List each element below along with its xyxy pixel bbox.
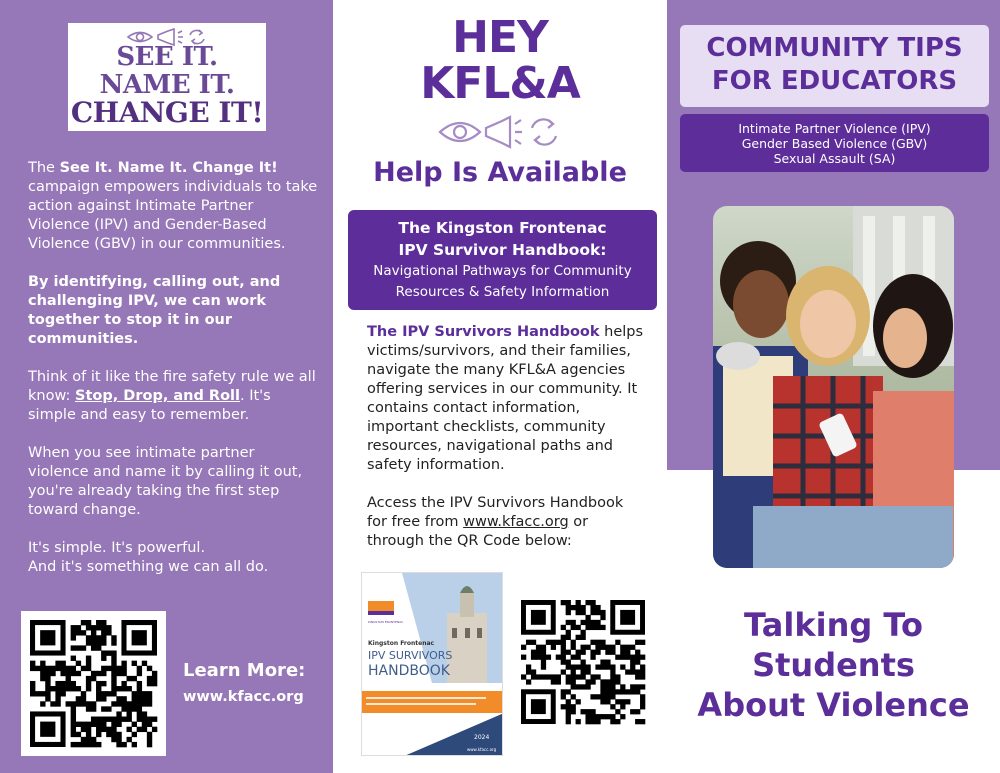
learn-more-label: Learn More: (183, 660, 306, 681)
logo-line-1: SEE IT. (116, 42, 218, 72)
intro-paragraph: The See It. Name It. Change It! campaign empowers individuals to take action against Intimate Partner Violence (IPV) and Gender-Based Violence (GBV) in our communities. (28, 160, 318, 252)
campaign-logo (68, 23, 266, 131)
handbook-body-paragraph: The IPV Survivors Handbook helps victims/survivors, and their families, navigate the many KFL&A agencies offering services in our community. It contains contact information, important checklists, community resources, navigational paths and safety information. (367, 324, 644, 473)
headphones-icon (716, 342, 760, 370)
campaign-icons (438, 112, 563, 152)
svg-text:KINGSTON FRONTENAC: KINGSTON FRONTENAC (368, 620, 404, 624)
svg-text:IPV SURVIVORS: IPV SURVIVORS (368, 649, 453, 662)
middle-panel (333, 0, 667, 773)
kfacc-link[interactable]: www.kfacc.org (463, 514, 569, 530)
campaign-description (28, 159, 318, 596)
megaphone-icon (486, 117, 522, 147)
ipv-item: Intimate Partner Violence (IPV) (738, 121, 931, 136)
first-step-paragraph: When you see intimate partner violence and name it by calling it out, you're already taking the first step toward change. (28, 445, 303, 518)
learn-more-url[interactable]: www.kfacc.org (183, 689, 304, 705)
logo-wordmark (68, 43, 266, 127)
stop-drop-roll-link: Stop, Drop, and Roll (75, 388, 240, 404)
talking-to-students-heading: Talking To Students About Violence (697, 606, 970, 724)
svg-text:2024: 2024 (474, 734, 490, 741)
svg-text:www.kfacc.org: www.kfacc.org (467, 747, 497, 752)
fire-safety-paragraph: Think of it like the fire safety rule we all know: Stop, Drop, and Roll. It's simple and easy to remember. (28, 369, 316, 423)
eye-icon (128, 33, 152, 42)
gbv-item: Gender Based Violence (GBV) (741, 136, 928, 151)
handbook-subtitle-line-1: Navigational Pathways for Community (373, 263, 632, 279)
community-tips-title: COMMUNITY TIPS FOR EDUCATORS (680, 25, 989, 107)
eye-icon (440, 123, 480, 141)
help-available-heading: Help Is Available (373, 157, 627, 188)
right-panel (667, 0, 1000, 773)
handbook-title-box (348, 210, 657, 310)
access-paragraph: Access the IPV Survivors Handbook for free from www.kfacc.org or through the QR Code below: (367, 495, 624, 549)
qr-code-graphic (21, 611, 166, 756)
call-to-action-paragraph: By identifying, calling out, and challenging IPV, we can work together to stop it in our communities. (28, 274, 281, 347)
sa-item: Sexual Assault (SA) (773, 151, 896, 166)
handbook-description (367, 323, 647, 570)
handbook-title-line-2: IPV Survivor Handbook: (398, 241, 607, 259)
logo-line-2: NAME IT. (99, 70, 235, 100)
qr-code-handbook[interactable] (519, 598, 647, 726)
qr-code-graphic (519, 598, 647, 726)
svg-text:Kingston Frontenac: Kingston Frontenac (368, 640, 435, 647)
cycle-arrows-icon (532, 119, 556, 144)
handbook-title-line-1: The Kingston Frontenac (398, 219, 607, 237)
left-panel (0, 0, 333, 773)
qr-code-left[interactable] (21, 611, 166, 756)
hey-kfla-heading: HEY KFL&A (420, 12, 580, 109)
logo-line-3: CHANGE IT! (70, 96, 264, 129)
handbook-cover-image (361, 572, 503, 756)
svg-text:HANDBOOK: HANDBOOK (368, 663, 450, 679)
students-photo (713, 206, 954, 568)
violence-types-box (680, 114, 989, 172)
closing-paragraph: It's simple. It's powerful. And it's something we can all do. (28, 540, 269, 575)
handbook-subtitle-line-2: Resources & Safety Information (395, 284, 610, 300)
